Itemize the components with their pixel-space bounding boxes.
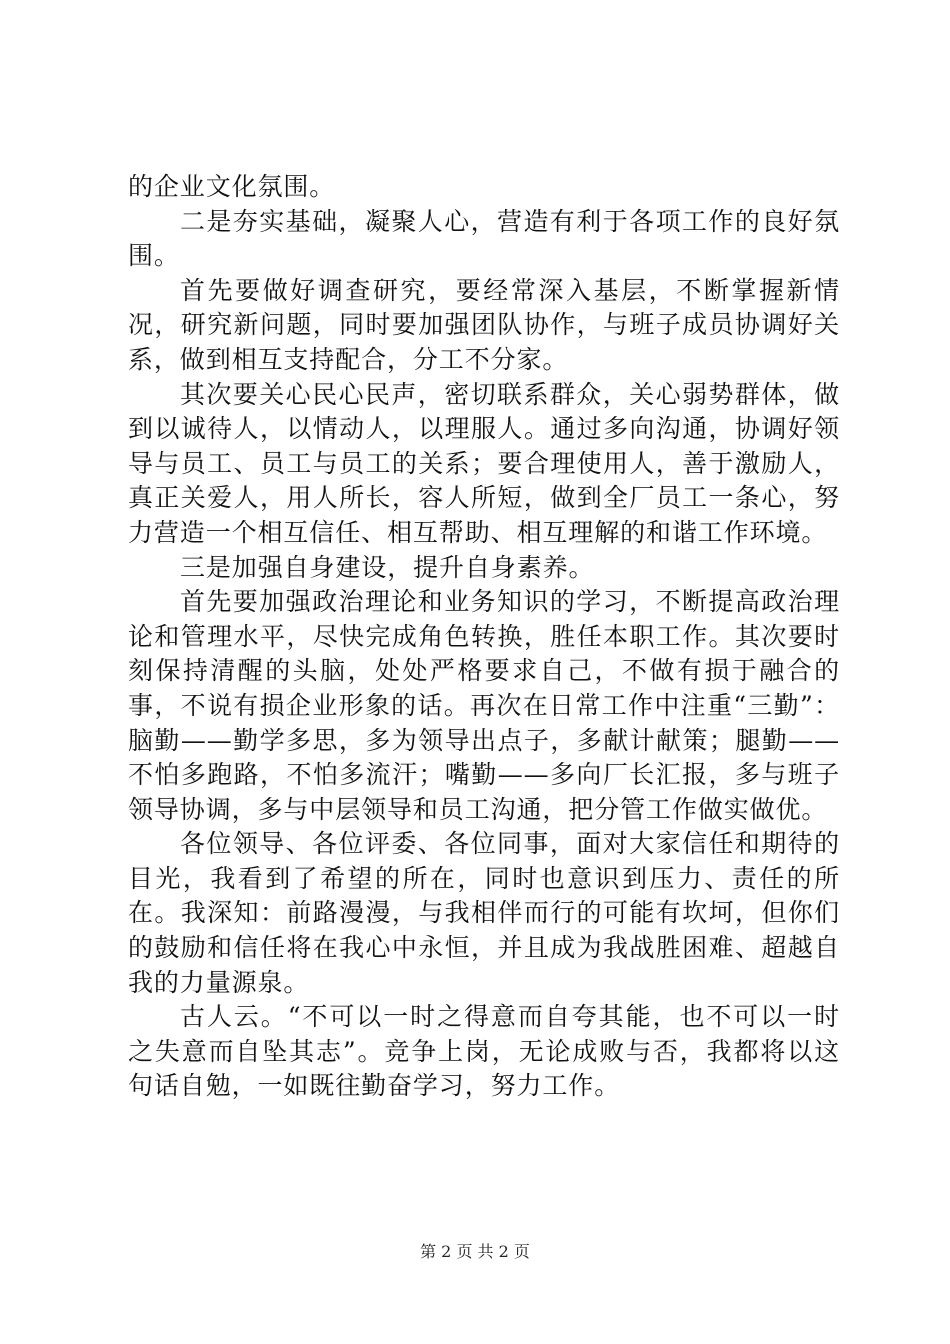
paragraph-closing-thanks: 各位领导、各位评委、各位同事，面对大家信任和期待的目光，我看到了希望的所在，同时也意识到压力、责任的所在。我深知：前路漫漫，与我相伴而行的可能有坎坷，但你们的鼓励和信任将在我心中永恒，并且成为我战胜困难、超越自我的力量源泉。 (128, 829, 840, 997)
paragraph-care-for-people: 其次要关心民心民声，密切联系群众，关心弱势群体，做到以诚待人，以情动人，以理服人。通过多向沟通，协调好领导与员工、员工与员工的关系；要合理使用人，善于激励人，真正关爱人，用人所长，容人所短，做到全厂员工一条心，努力营造一个相互信任、相互帮助、相互理解的和谐工作环境。 (128, 379, 840, 547)
paragraph-section-two-heading: 二是夯实基础，凝聚人心，营造有利于各项工作的良好氛围。 (128, 206, 840, 271)
paragraph-research: 首先要做好调查研究，要经常深入基层，不断掌握新情况，研究新问题，同时要加强团队协作，与班子成员协调好关系，做到相互支持配合，分工不分家。 (128, 275, 840, 374)
paragraph-self-improvement: 首先要加强政治理论和业务知识的学习，不断提高政治理论和管理水平，尽快完成角色转换，胜任本职工作。其次要时刻保持清醒的头脑，处处严格要求自己，不做有损于融合的事，不说有损企业形象的话。再次在日常工作中注重“三勤”：脑勤——勤学多思，多为领导出点子，多献计献策；腿勤——不怕多跑路，不怕多流汗；嘴勤——多向厂长汇报，多与班子领导协调，多与中层领导和员工沟通，把分管工作做实做优。 (128, 587, 840, 824)
document-body (128, 170, 840, 1104)
paragraph-closing-quote: 古人云。“不可以一时之得意而自夸其能，也不可以一时之失意而自坠其志”。竞争上岗，无论成败与否，我都将以这句话自勉，一如既往勤奋学习，努力工作。 (128, 1002, 840, 1101)
page-footer: 第 2 页 共 2 页 (420, 1242, 530, 1261)
paragraph-continuation: 的企业文化氛围。 (128, 172, 336, 201)
paragraph-section-three-heading: 三是加强自身建设，提升自身素养。 (180, 552, 595, 582)
